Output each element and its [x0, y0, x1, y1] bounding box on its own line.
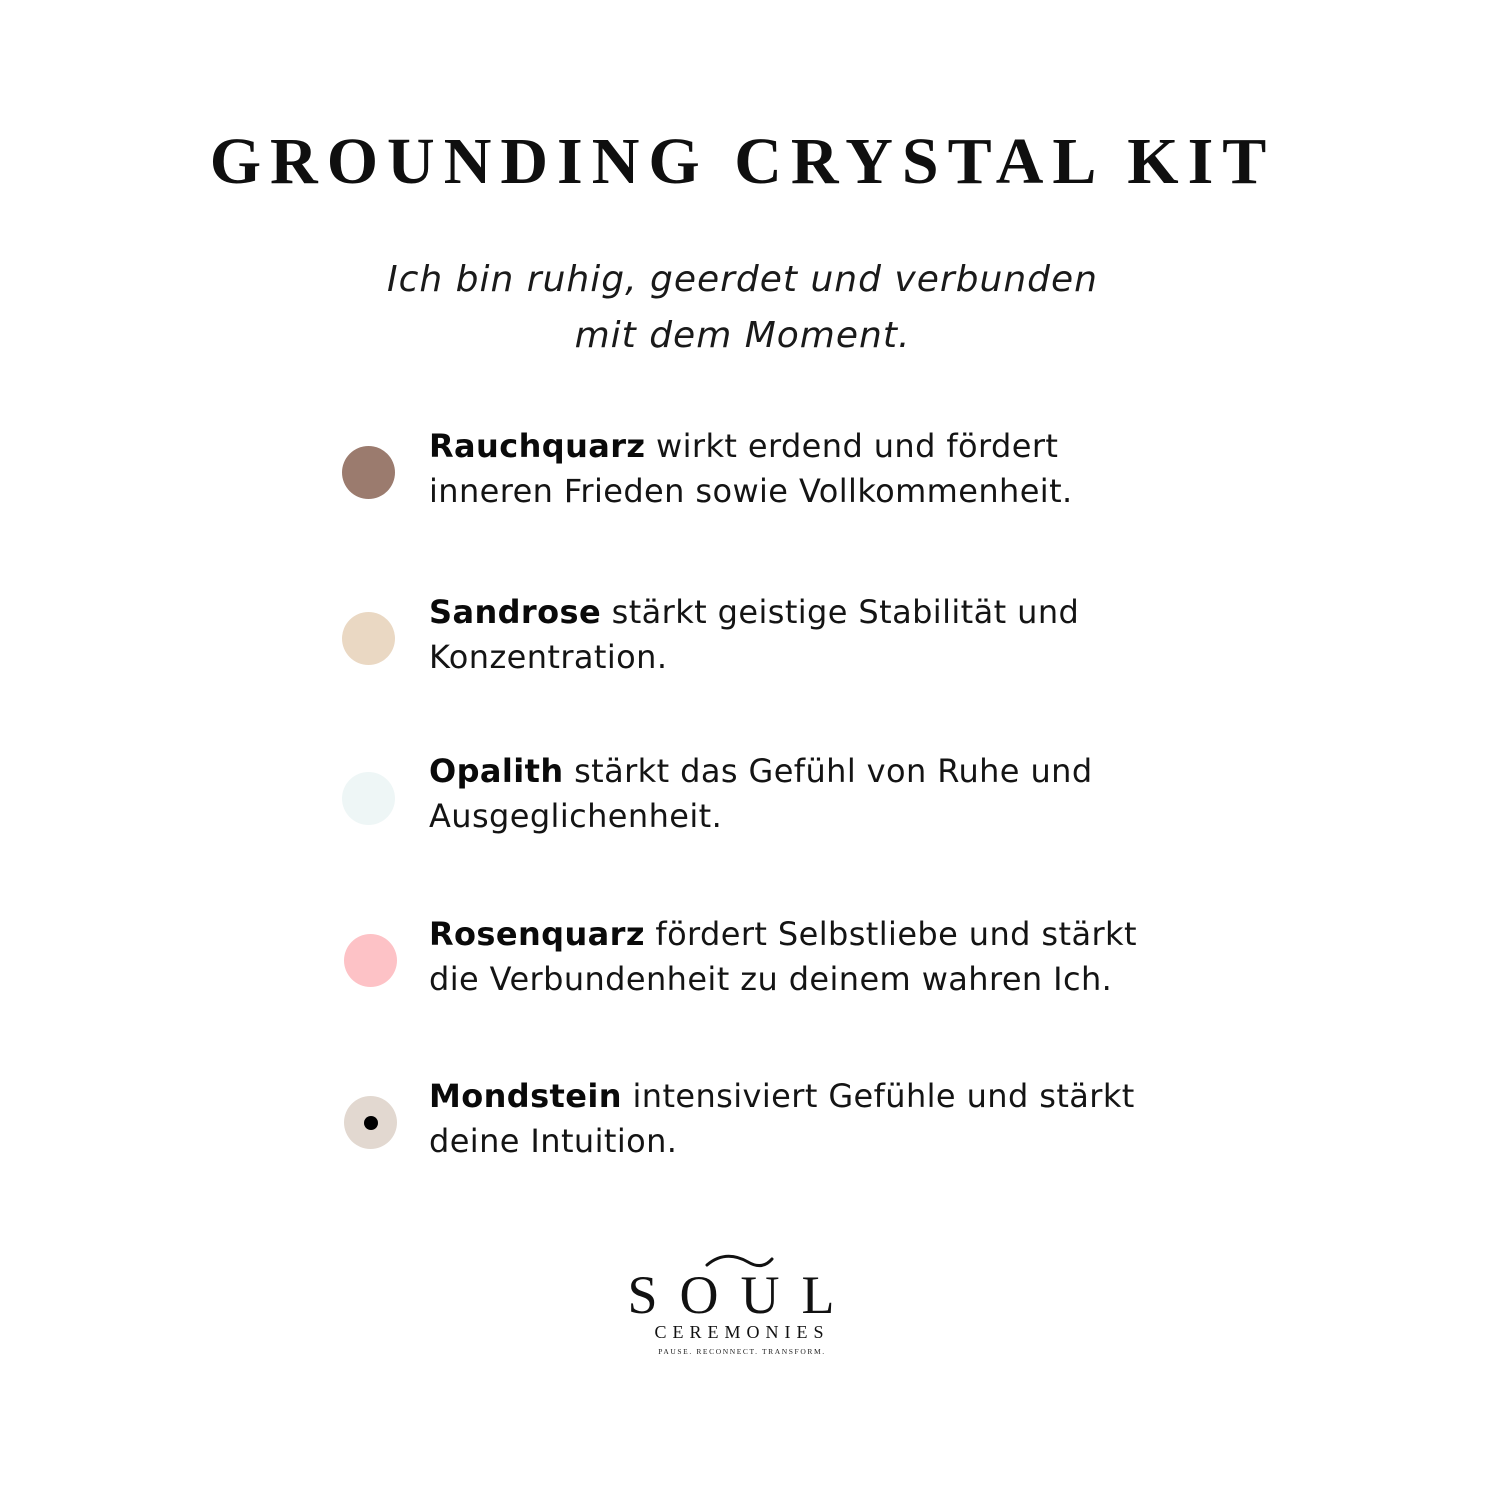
- soul-ceremonies-logo: [590, 1250, 895, 1360]
- crystal-description: [429, 749, 1189, 839]
- crystal-effect: stärkt geistige Stabilität und Konzentration.: [429, 593, 1080, 676]
- page-title: GROUNDING CRYSTAL KIT: [209, 125, 1276, 198]
- color-dot-icon: [344, 934, 397, 987]
- crystal-name: Mondstein: [429, 1077, 622, 1115]
- crystal-effect: intensiviert Gefühle und stärkt deine Intuition.: [429, 1077, 1135, 1160]
- dot-center-icon: [364, 1116, 378, 1130]
- crystal-name: Rauchquarz: [429, 427, 646, 465]
- crystal-item-opalith: [340, 744, 1180, 906]
- crystal-list: [340, 420, 1180, 1230]
- affirmation-line-1: Ich bin ruhig, geerdet und verbunden: [387, 259, 1098, 300]
- logo-wordmark: SOUL: [627, 1265, 857, 1325]
- crystal-item-mondstein: [340, 1068, 1180, 1230]
- crystal-effect: wirkt erdend und fördert inneren Frieden sowie Vollkommenheit.: [429, 427, 1073, 510]
- crystal-description: [429, 424, 1189, 514]
- crystal-description: [429, 1074, 1189, 1164]
- crystal-item-sandrose: [340, 582, 1180, 744]
- crystal-name: Sandrose: [429, 593, 602, 631]
- color-dot-icon: [342, 772, 395, 825]
- logo-tagline: PAUSE. RECONNECT. TRANSFORM.: [658, 1347, 826, 1356]
- crystal-item-rosenquarz: [340, 906, 1180, 1068]
- crystal-effect: fördert Selbstliebe und stärkt die Verbundenheit zu deinem wahren Ich.: [429, 915, 1137, 998]
- affirmation-line-2: mit dem Moment.: [574, 315, 911, 356]
- logo-subline: CEREMONIES: [654, 1322, 830, 1342]
- crystal-item-rauchquarz: [340, 420, 1180, 582]
- affirmation: [0, 252, 1485, 364]
- color-dot-icon: [342, 446, 395, 499]
- crystal-description: [429, 912, 1189, 1002]
- color-dot-icon: [342, 612, 395, 665]
- crystal-name: Opalith: [429, 752, 564, 790]
- crystal-description: [429, 590, 1189, 680]
- color-dot-icon: [344, 1096, 397, 1149]
- crystal-effect: stärkt das Gefühl von Ruhe und Ausgeglichenheit.: [429, 752, 1093, 835]
- crystal-name: Rosenquarz: [429, 915, 645, 953]
